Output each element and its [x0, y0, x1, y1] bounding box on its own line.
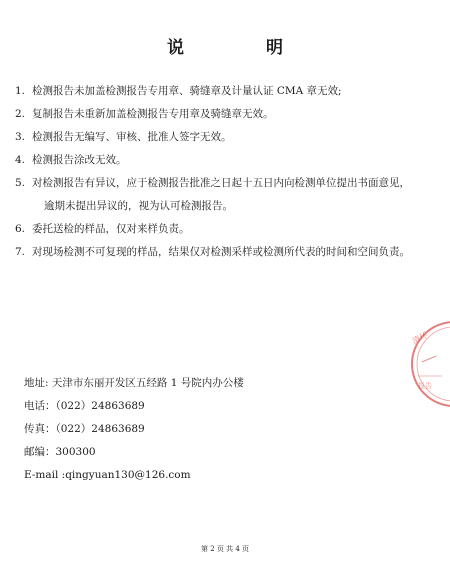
item-number: 3. — [15, 131, 26, 143]
item-text: 委托送检的样品，仅对来样负责。 — [32, 223, 190, 235]
item-text: 检测报告未加盖检测报告专用章、骑缝章及计量认证 CMA 章无效; — [32, 85, 342, 97]
list-item — [15, 107, 440, 130]
item-text: 检测报告无编写、审核、批准人签字无效。 — [32, 131, 232, 143]
item-number: 1. — [15, 85, 26, 97]
phone-line: 电话：（022）24863689 — [24, 400, 145, 412]
svg-text:清环: 清环 — [410, 330, 430, 346]
item-number: 5. — [15, 177, 26, 189]
item-text: 复制报告未重新加盖检测报告专用章及骑缝章无效。 — [32, 108, 274, 120]
list-item — [15, 222, 440, 245]
list-item — [15, 84, 440, 107]
postcode-line: 邮编：300300 — [24, 446, 96, 458]
item-number: 4. — [15, 154, 26, 166]
item-number: 6. — [15, 223, 26, 235]
page-footer: 第 2 页 共 4 页 — [200, 545, 250, 553]
list-item-continuation — [15, 199, 440, 222]
fax-line: 传真：（022）24863689 — [24, 423, 145, 435]
item-text: 对现场检测不可复现的样品，结果仅对检测采样或检测所代表的时间和空间负责。 — [32, 246, 410, 258]
list-item — [15, 130, 440, 153]
list-item — [15, 176, 440, 199]
notes-list — [15, 84, 440, 268]
contact-info — [24, 376, 430, 491]
official-seal-icon — [408, 318, 450, 410]
item-number: 7. — [15, 246, 26, 258]
item-text: 检测报告涂改无效。 — [32, 154, 127, 166]
item-text: 对检测报告有异议，应于检测报告批准之日起十五日内向检测单位提出书面意见， — [32, 177, 410, 189]
page-title: 说 明 — [167, 38, 321, 58]
email-line: E-mail :qingyuan130@126.com — [24, 469, 191, 481]
address-line: 地址: 天津市东丽开发区五经路 1 号院内办公楼 — [24, 377, 244, 389]
list-item — [15, 245, 440, 268]
item-text: 逾期未提出异议的，视为认可检测报告。 — [44, 200, 233, 212]
list-item — [15, 153, 440, 176]
item-number: 2. — [15, 108, 26, 120]
svg-text:报告: 报告 — [418, 382, 432, 390]
